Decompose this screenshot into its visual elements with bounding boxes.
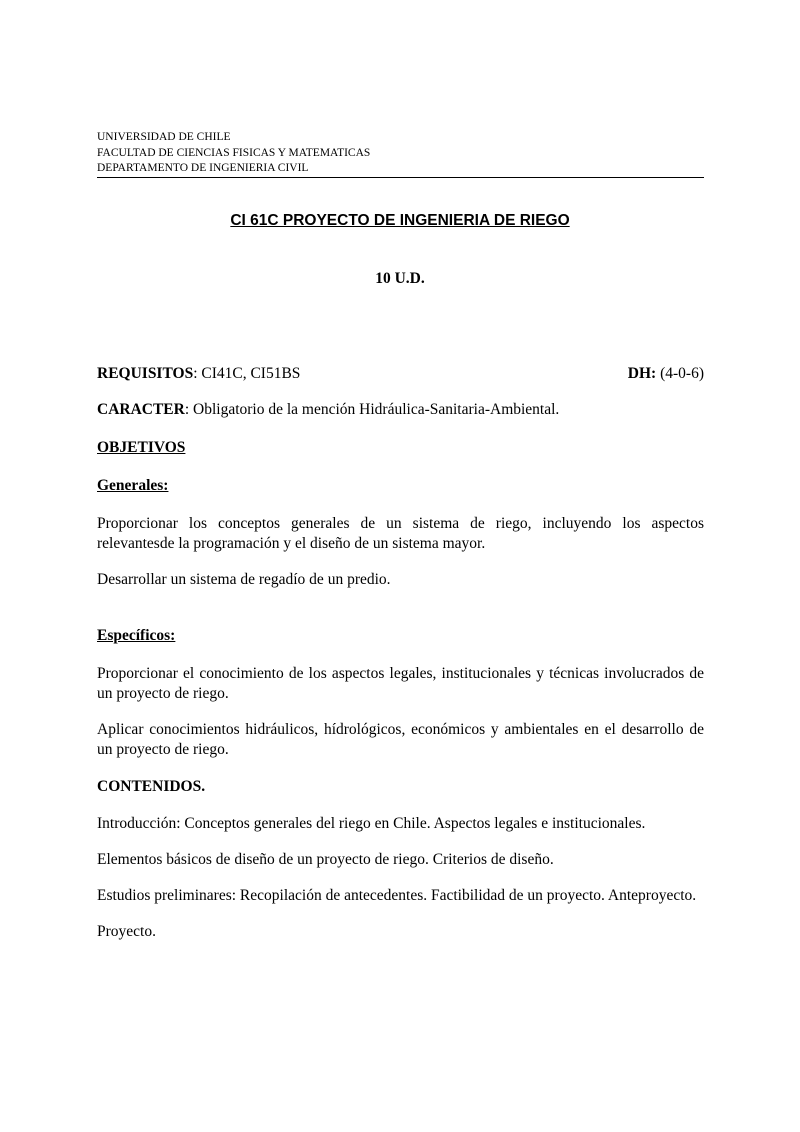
department-name: DEPARTAMENTO DE INGENIERIA CIVIL bbox=[97, 161, 704, 178]
contenidos-heading: CONTENIDOS. bbox=[97, 778, 206, 795]
caracter-line bbox=[97, 400, 704, 420]
institution-header bbox=[97, 130, 704, 178]
caracter-value: : Obligatorio de la mención Hidráulica-Sanitaria-Ambiental. bbox=[184, 401, 560, 418]
especificos-paragraph: Aplicar conocimientos hidráulicos, hídrológicos, económicos y ambientales en el desarrollo de un proyecto de riego. bbox=[97, 721, 704, 758]
contenidos-item: Estudios preliminares: Recopilación de antecedentes. Factibilidad de un proyecto. Anteproyecto. bbox=[97, 887, 697, 904]
course-units: 10 U.D. bbox=[375, 270, 425, 287]
dh-label: DH: bbox=[627, 365, 657, 382]
course-title: CI 61C PROYECTO DE INGENIERIA DE RIEGO bbox=[230, 212, 570, 229]
document-body bbox=[97, 364, 704, 942]
requisitos-value: : CI41C, CI51BS bbox=[193, 365, 301, 382]
university-name: UNIVERSIDAD DE CHILE bbox=[97, 131, 231, 143]
especificos-paragraph: Proporcionar el conocimiento de los aspectos legales, institucionales y técnicas involucrados de un proyecto de riego. bbox=[97, 665, 704, 702]
generales-paragraph: Desarrollar un sistema de regadío de un predio. bbox=[97, 571, 391, 588]
requisitos-label: REQUISITOS bbox=[97, 365, 194, 382]
generales-heading: Generales: bbox=[97, 477, 169, 494]
requisitos-row bbox=[97, 364, 704, 384]
contenidos-item: Introducción: Conceptos generales del riego en Chile. Aspectos legales e institucionales. bbox=[97, 815, 646, 832]
dh-value: (4-0-6) bbox=[656, 365, 704, 382]
objetivos-heading: OBJETIVOS bbox=[97, 439, 186, 456]
contenidos-item: Elementos básicos de diseño de un proyecto de riego. Criterios de diseño. bbox=[97, 851, 554, 868]
especificos-heading: Específicos: bbox=[97, 627, 176, 644]
caracter-label: CARACTER bbox=[97, 401, 185, 418]
generales-paragraph: Proporcionar los conceptos generales de un sistema de riego, incluyendo los aspectos relevantesde la programación y el diseño de un sistema mayor. bbox=[97, 515, 704, 552]
contenidos-item: Proyecto. bbox=[97, 923, 156, 940]
faculty-name: FACULTAD DE CIENCIAS FISICAS Y MATEMATICAS bbox=[97, 146, 371, 159]
